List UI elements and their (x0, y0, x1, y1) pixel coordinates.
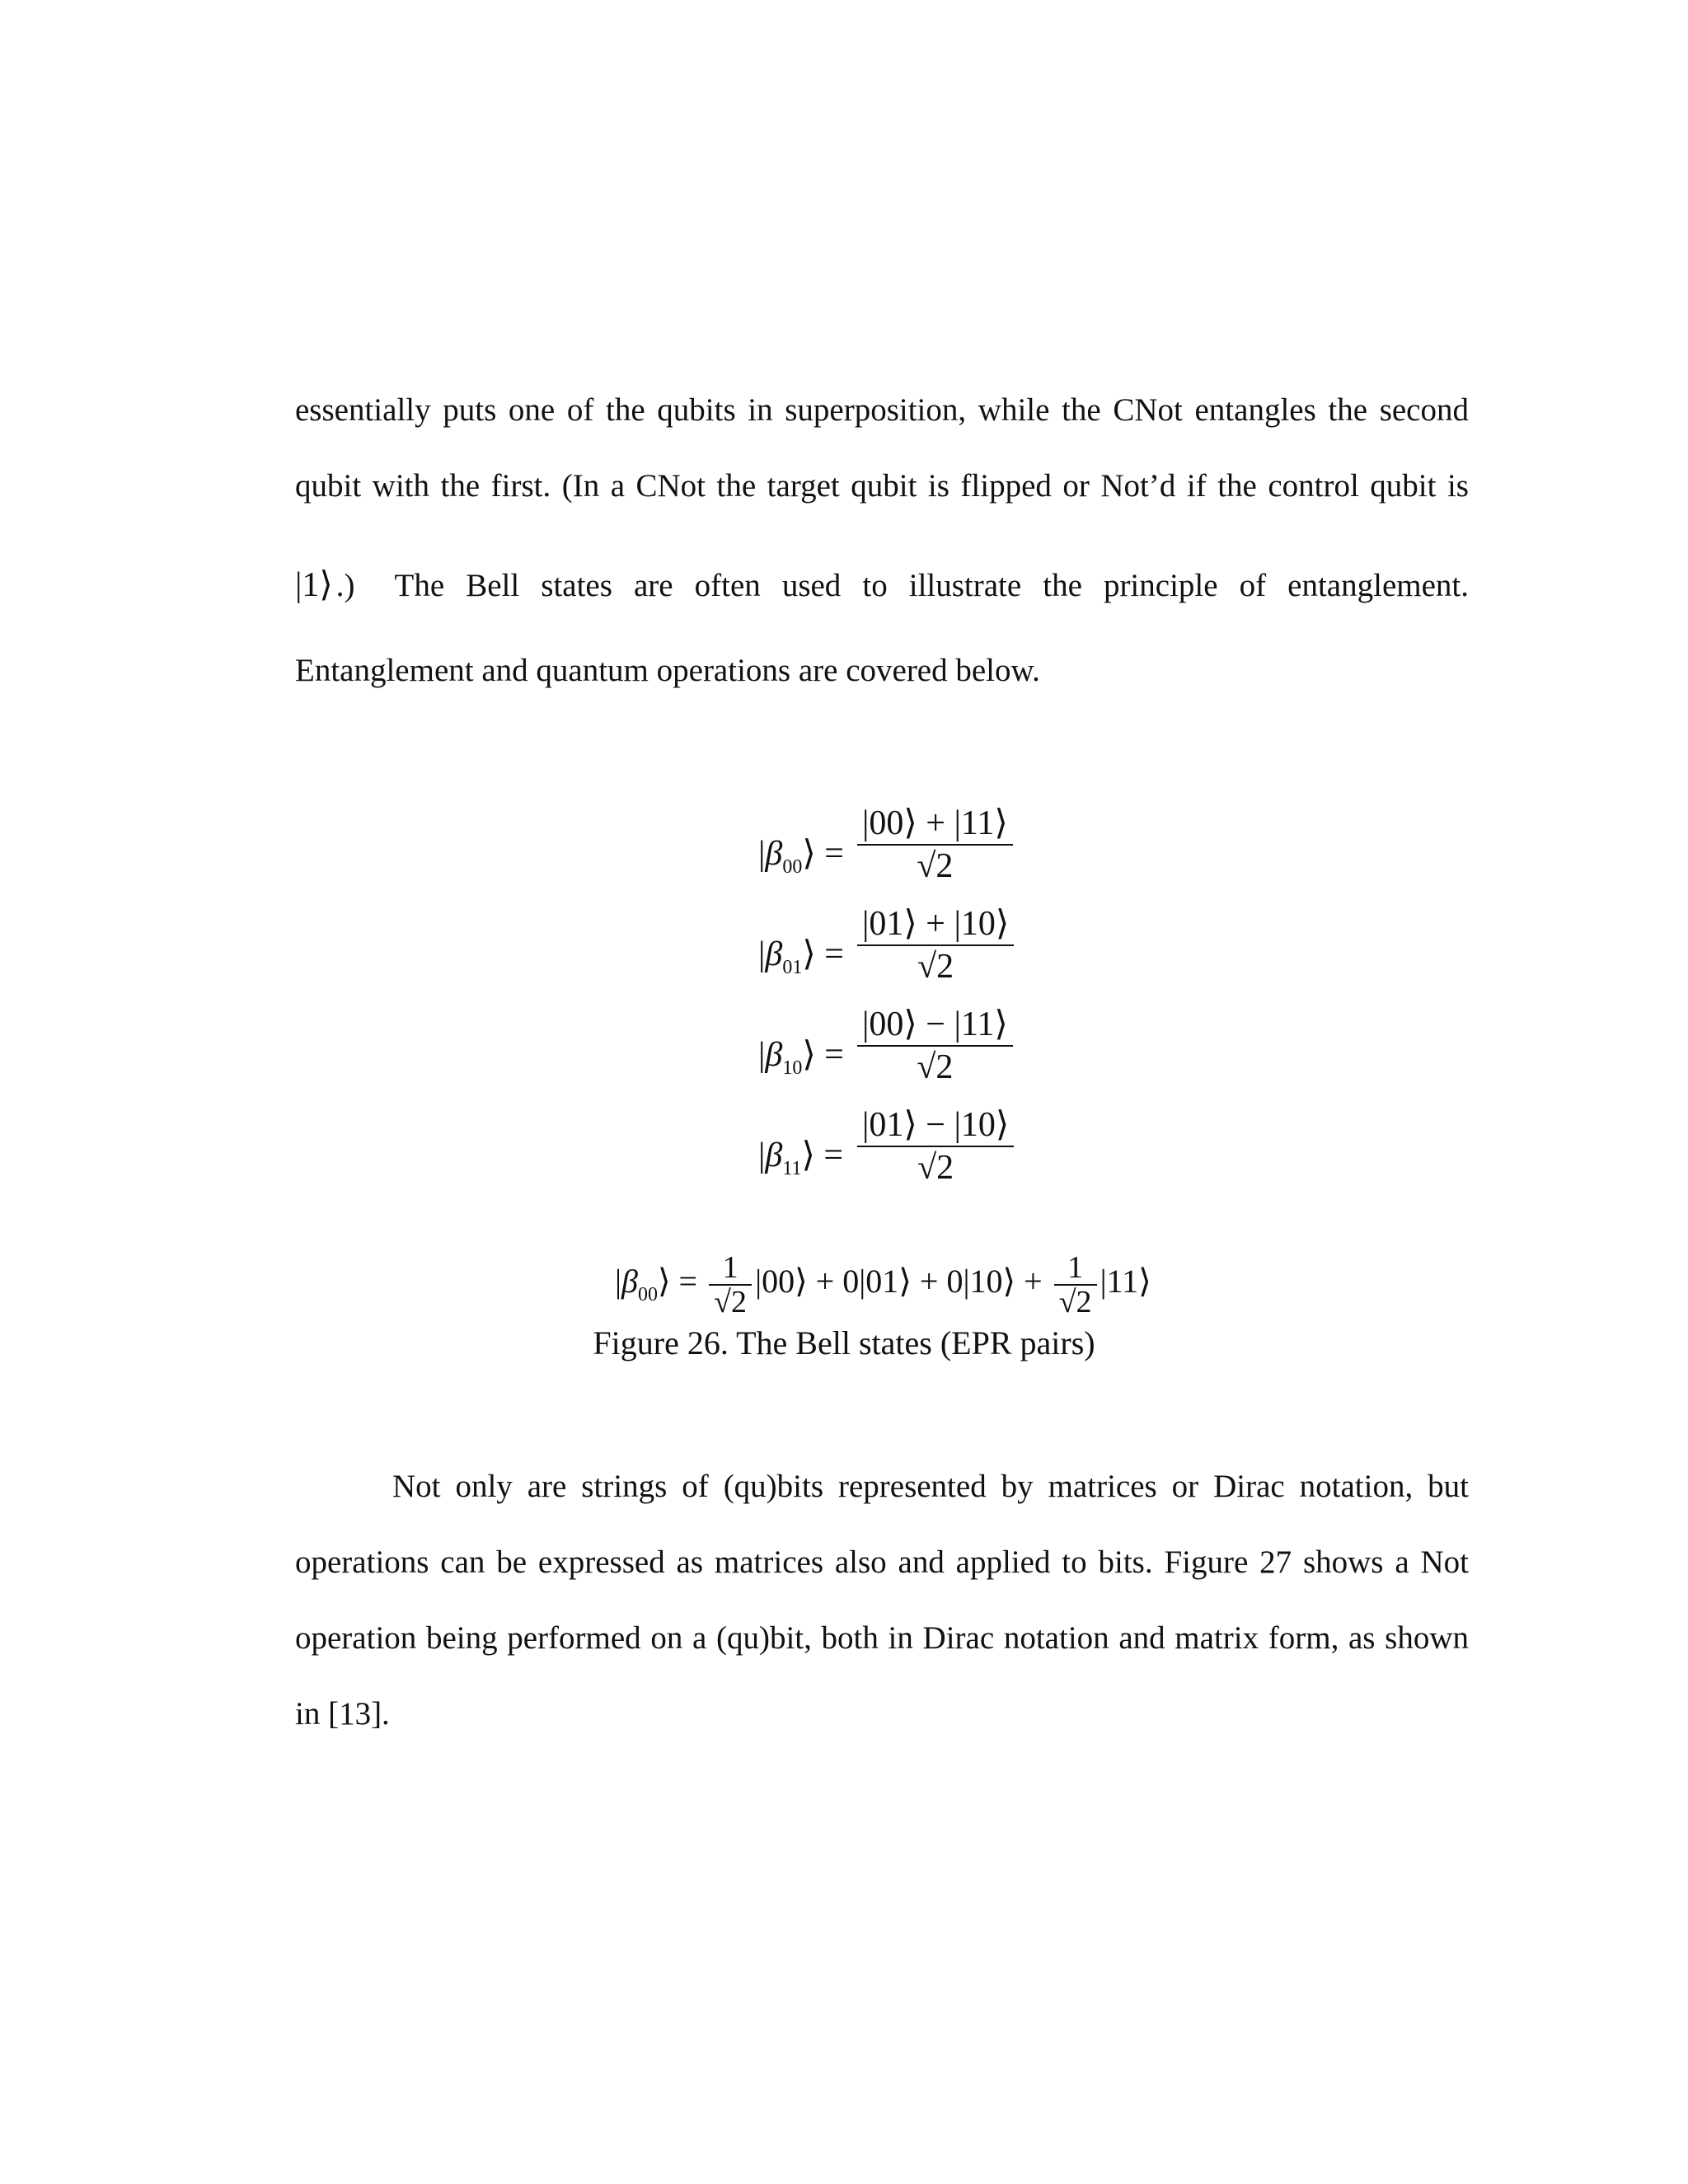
bell-state-expansion: $|\beta_{00}⟩ = \frac{1}{√2}$ |00⟩ + 0|01⟩ + 0|10⟩ + $\frac{1}{√2}$ |11⟩ (615, 1250, 1151, 1319)
bell-state-lhs: $|\beta_{00}⟩$ = (758, 835, 844, 878)
paragraph2-line2: operations can be expressed as matrices also and applied to bits. Figure 27 shows a Not (295, 1544, 1469, 1580)
paragraph2-line1: Not only are strings of (qu)bits represented by matrices or Dirac notation, but (392, 1469, 1469, 1504)
paragraph1-line4: Entanglement and quantum operations are covered below. (295, 653, 1040, 688)
bell-state-lhs: $|\beta_{10}⟩$ = (758, 1036, 844, 1079)
paragraph1-line3-text: The Bell states are often used to illustrate the principle of entanglement. (394, 568, 1469, 603)
paragraph1-line2: qubit with the first. (In a CNot the target qubit is flipped or Not’d if the control qubit is (295, 468, 1469, 504)
paragraph1-line3 (295, 565, 1469, 606)
bell-state-fraction: |00⟩ − |11⟩ √2 (857, 1004, 1013, 1088)
paragraph2-line4: in [13]. (295, 1696, 390, 1732)
paragraph1-line1: essentially puts one of the qubits in superposition, while the CNot entangles the second (295, 392, 1469, 428)
coefficient-fraction: $\frac{1}{√2}$ (1054, 1251, 1097, 1319)
bell-state-lhs: $|\beta_{01}⟩$ = (758, 935, 844, 978)
bell-state-fraction: |01⟩ + |10⟩ √2 (857, 903, 1014, 987)
bell-state-lhs: $|\beta_{11}⟩$ = (758, 1137, 844, 1179)
coefficient-fraction: $\frac{1}{√2}$ (709, 1251, 752, 1319)
ket-one: |1⟩ (295, 566, 333, 604)
figure-caption: Figure 26. The Bell states (EPR pairs) (593, 1324, 1095, 1361)
ket-punctuation: .) (335, 568, 355, 603)
paragraph2-line3: operation being performed on a (qu)bit, both in Dirac notation and matrix form, as shown (295, 1620, 1469, 1656)
bell-state-fraction: |01⟩ − |10⟩ √2 (857, 1104, 1014, 1188)
bell-state-fraction: |00⟩ + |11⟩ √2 (857, 803, 1013, 887)
